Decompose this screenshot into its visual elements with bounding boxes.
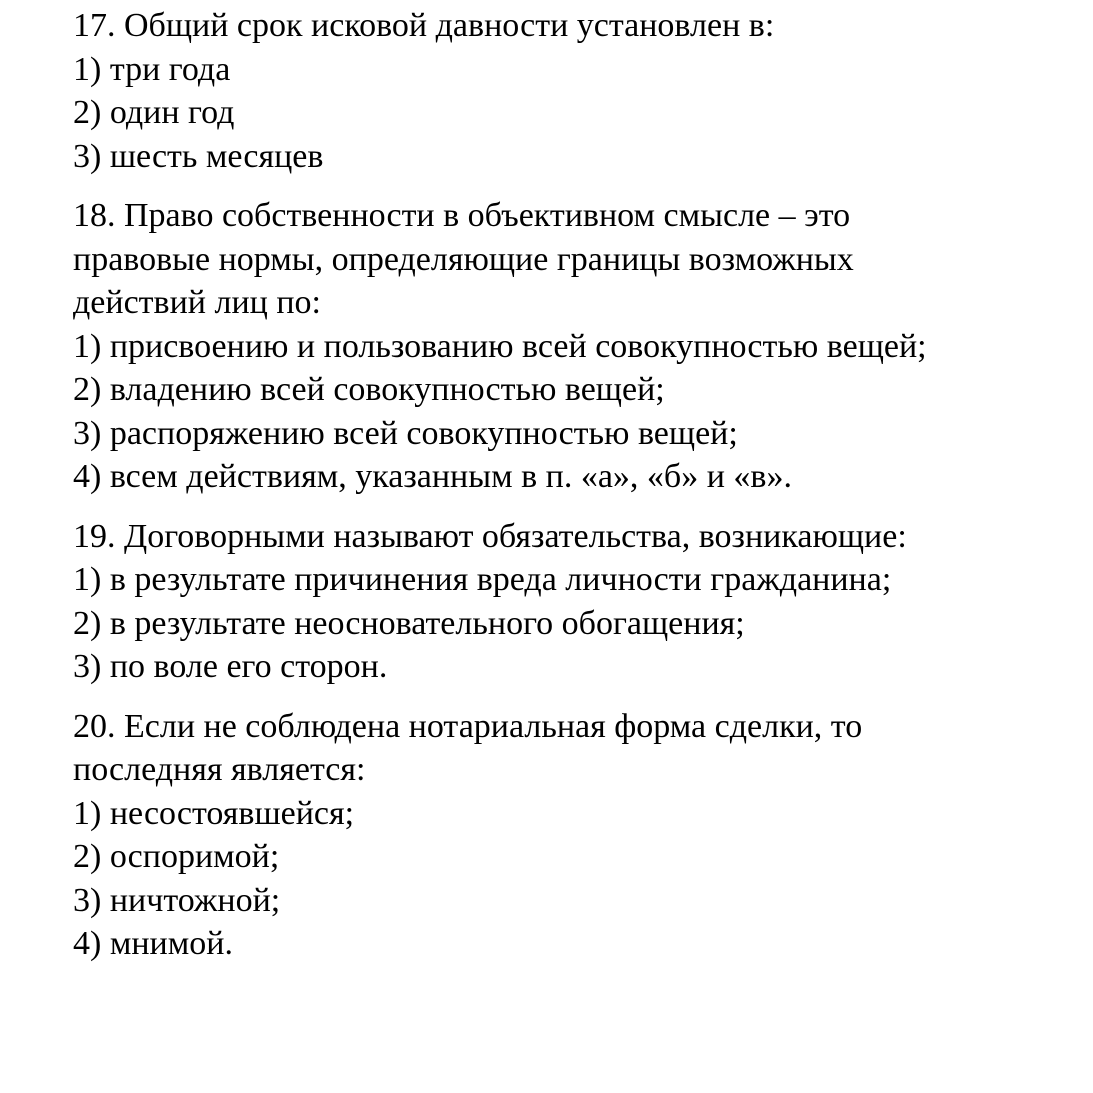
answer-option: 2) один год — [73, 94, 235, 131]
answer-option: 4) мнимой. — [73, 925, 233, 962]
question-text: 17. Общий срок исковой давности установлен в: — [73, 7, 775, 44]
answer-option: 1) присвоению и пользованию всей совокупностью вещей; — [73, 327, 927, 365]
answer-option: 2) в результате неосновательного обогащения; — [73, 604, 745, 642]
answer-option: 3) распоряжению всей совокупностью вещей; — [73, 414, 738, 452]
answer-option: 1) в результате причинения вреда личности гражданина; — [73, 561, 892, 598]
answer-option: 3) шесть месяцев — [73, 137, 324, 175]
question-17 — [73, 0, 1083, 178]
answer-option: 1) три года — [73, 50, 231, 88]
answer-option: 3) по воле его сторон. — [73, 648, 388, 685]
question-19 — [73, 511, 1083, 689]
question-text: 20. Если не соблюдена нотариальная форма сделки, то последняя является: — [73, 707, 863, 788]
question-text: 18. Право собственности в объективном смысле – это правовые нормы, определяющие границы возможных действий лиц по: — [73, 197, 854, 321]
answer-option: 1) несостоявшейся; — [73, 794, 355, 832]
question-text: 19. Договорными называют обязательства, возникающие: — [73, 517, 907, 555]
answer-options — [73, 325, 1083, 499]
answer-option: 3) ничтожной; — [73, 881, 281, 919]
question-20 — [73, 701, 1083, 966]
answer-option: 2) оспоримой; — [73, 838, 280, 875]
answer-options — [73, 792, 1083, 966]
document-page — [73, 0, 1083, 966]
question-18 — [73, 190, 1083, 499]
answer-options — [73, 558, 1083, 689]
answer-option: 4) всем действиям, указанным в п. «а», «б» и «в». — [73, 458, 792, 495]
answer-option: 2) владению всей совокупностью вещей; — [73, 371, 665, 408]
answer-options — [73, 48, 1083, 179]
